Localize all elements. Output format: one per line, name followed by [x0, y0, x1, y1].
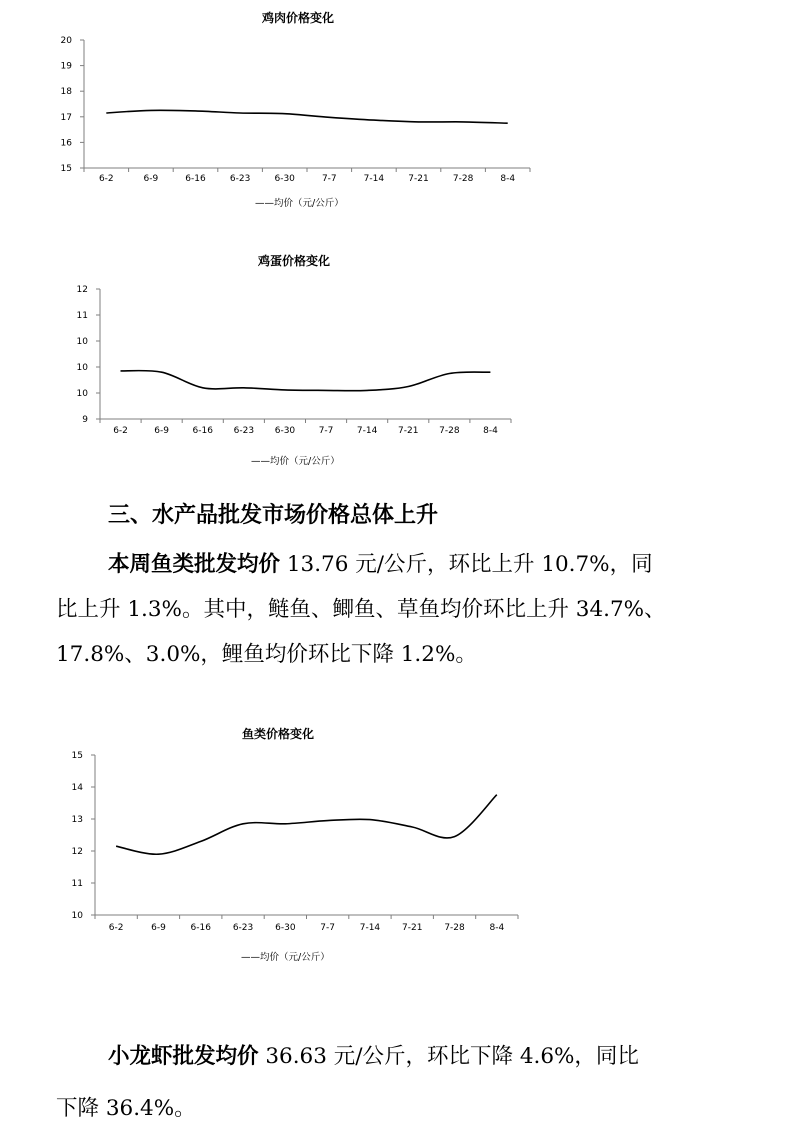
fish-y-tick-label: 13	[71, 815, 83, 825]
fish-y-tick-label: 15	[71, 751, 83, 761]
egg-y-tick-label: 9	[82, 415, 88, 425]
egg-y-tick-label: 12	[76, 285, 88, 295]
egg-x-tick-label: 8-4	[483, 426, 498, 436]
egg-x-tick-label: 6-23	[233, 426, 255, 436]
chicken-x-tick-label: 6-16	[185, 174, 206, 184]
egg-y-tick-label: 10	[76, 337, 88, 347]
egg-y-tick-label: 10	[76, 389, 88, 399]
fish-line-3: 17.8%、3.0%，鲤鱼均价环比下降 1.2%。	[56, 642, 477, 667]
fish-y-tick-label: 10	[71, 911, 83, 921]
egg-chart-title: 鸡蛋价格变化	[257, 254, 331, 268]
chicken-legend: ——均价（元/公斤）	[255, 198, 344, 209]
chicken-y-tick-label: 16	[60, 138, 72, 149]
fish-x-tick-label: 7-14	[359, 923, 381, 933]
egg-chart-svg	[56, 245, 516, 475]
chicken-x-tick-label: 7-28	[452, 174, 474, 184]
chicken-x-tick-label: 7-21	[408, 174, 429, 184]
fish-x-tick-label: 8-4	[489, 923, 505, 933]
fish-line-1	[108, 547, 653, 578]
egg-x-tick-label: 7-21	[398, 426, 419, 436]
fish-legend: ——均价（元/公斤）	[241, 952, 330, 963]
fish-x-tick-label: 6-30	[275, 923, 296, 933]
fish-y-tick-label: 11	[71, 879, 83, 889]
egg-x-tick-label: 6-16	[192, 426, 213, 436]
crayfish-line-1	[108, 1039, 639, 1070]
egg-x-tick-label: 6-30	[274, 426, 296, 436]
egg-x-tick-label: 7-7	[318, 426, 334, 436]
chicken-y-tick-label: 19	[60, 61, 72, 72]
chicken-x-tick-label: 6-9	[143, 174, 159, 184]
egg-price-chart	[56, 245, 516, 475]
fish-chart-title: 鱼类价格变化	[241, 727, 315, 741]
fish-x-tick-label: 6-16	[190, 923, 211, 933]
egg-x-tick-label: 7-28	[439, 426, 460, 436]
fish-chart-svg	[56, 718, 526, 968]
egg-x-tick-label: 7-14	[356, 426, 378, 436]
chicken-series-line	[106, 110, 507, 123]
egg-y-tick-label: 11	[76, 311, 88, 321]
fish-x-tick-label: 7-7	[320, 923, 336, 933]
chicken-price-chart	[40, 0, 540, 215]
egg-x-tick-label: 6-2	[113, 426, 128, 436]
chicken-x-tick-label: 8-4	[500, 174, 516, 184]
chicken-x-tick-label: 6-23	[229, 174, 251, 184]
chicken-x-tick-label: 6-30	[274, 174, 295, 184]
fish-x-tick-label: 7-21	[402, 923, 423, 933]
chicken-x-tick-label: 7-7	[321, 174, 337, 184]
egg-legend: ——均价（元/公斤）	[251, 456, 340, 467]
fish-y-tick-label: 14	[71, 783, 83, 793]
fish-x-tick-label: 7-28	[444, 923, 465, 933]
chicken-y-tick-label: 17	[60, 112, 72, 123]
egg-series-line	[121, 371, 491, 391]
chicken-chart-svg	[40, 0, 540, 215]
fish-y-tick-label: 12	[71, 847, 83, 857]
chicken-y-tick-label: 20	[60, 36, 72, 46]
chicken-y-tick-label: 18	[60, 87, 72, 98]
fish-x-tick-label: 6-2	[108, 923, 124, 933]
fish-line-2: 比上升 1.3%。其中，鲢鱼、鲫鱼、草鱼均价环比上升 34.7%、	[56, 597, 666, 622]
crayfish-line1-text: 36.63 元/公斤，环比下降 4.6%，同比	[258, 1044, 639, 1069]
fish-line1-text: 13.76 元/公斤，环比上升 10.7%，同	[280, 552, 653, 577]
egg-x-tick-label: 6-9	[154, 426, 170, 436]
fish-x-tick-label: 6-23	[232, 923, 254, 933]
chicken-x-tick-label: 6-2	[98, 174, 114, 184]
chicken-chart-title: 鸡肉价格变化	[261, 11, 335, 25]
crayfish-line-2: 下降 36.4%。	[56, 1096, 196, 1121]
egg-y-tick-label: 10	[76, 363, 88, 373]
fish-series-line	[116, 795, 497, 855]
fish-x-tick-label: 6-9	[151, 923, 166, 933]
crayfish-lead: 小龙虾批发均价	[108, 1044, 259, 1069]
fish-lead: 本周鱼类批发均价	[108, 552, 281, 577]
section-heading: 三、水产品批发市场价格总体上升	[108, 503, 439, 528]
fish-price-chart	[56, 718, 526, 968]
chicken-x-tick-label: 7-14	[363, 174, 385, 184]
chicken-y-tick-label: 15	[60, 164, 72, 174]
